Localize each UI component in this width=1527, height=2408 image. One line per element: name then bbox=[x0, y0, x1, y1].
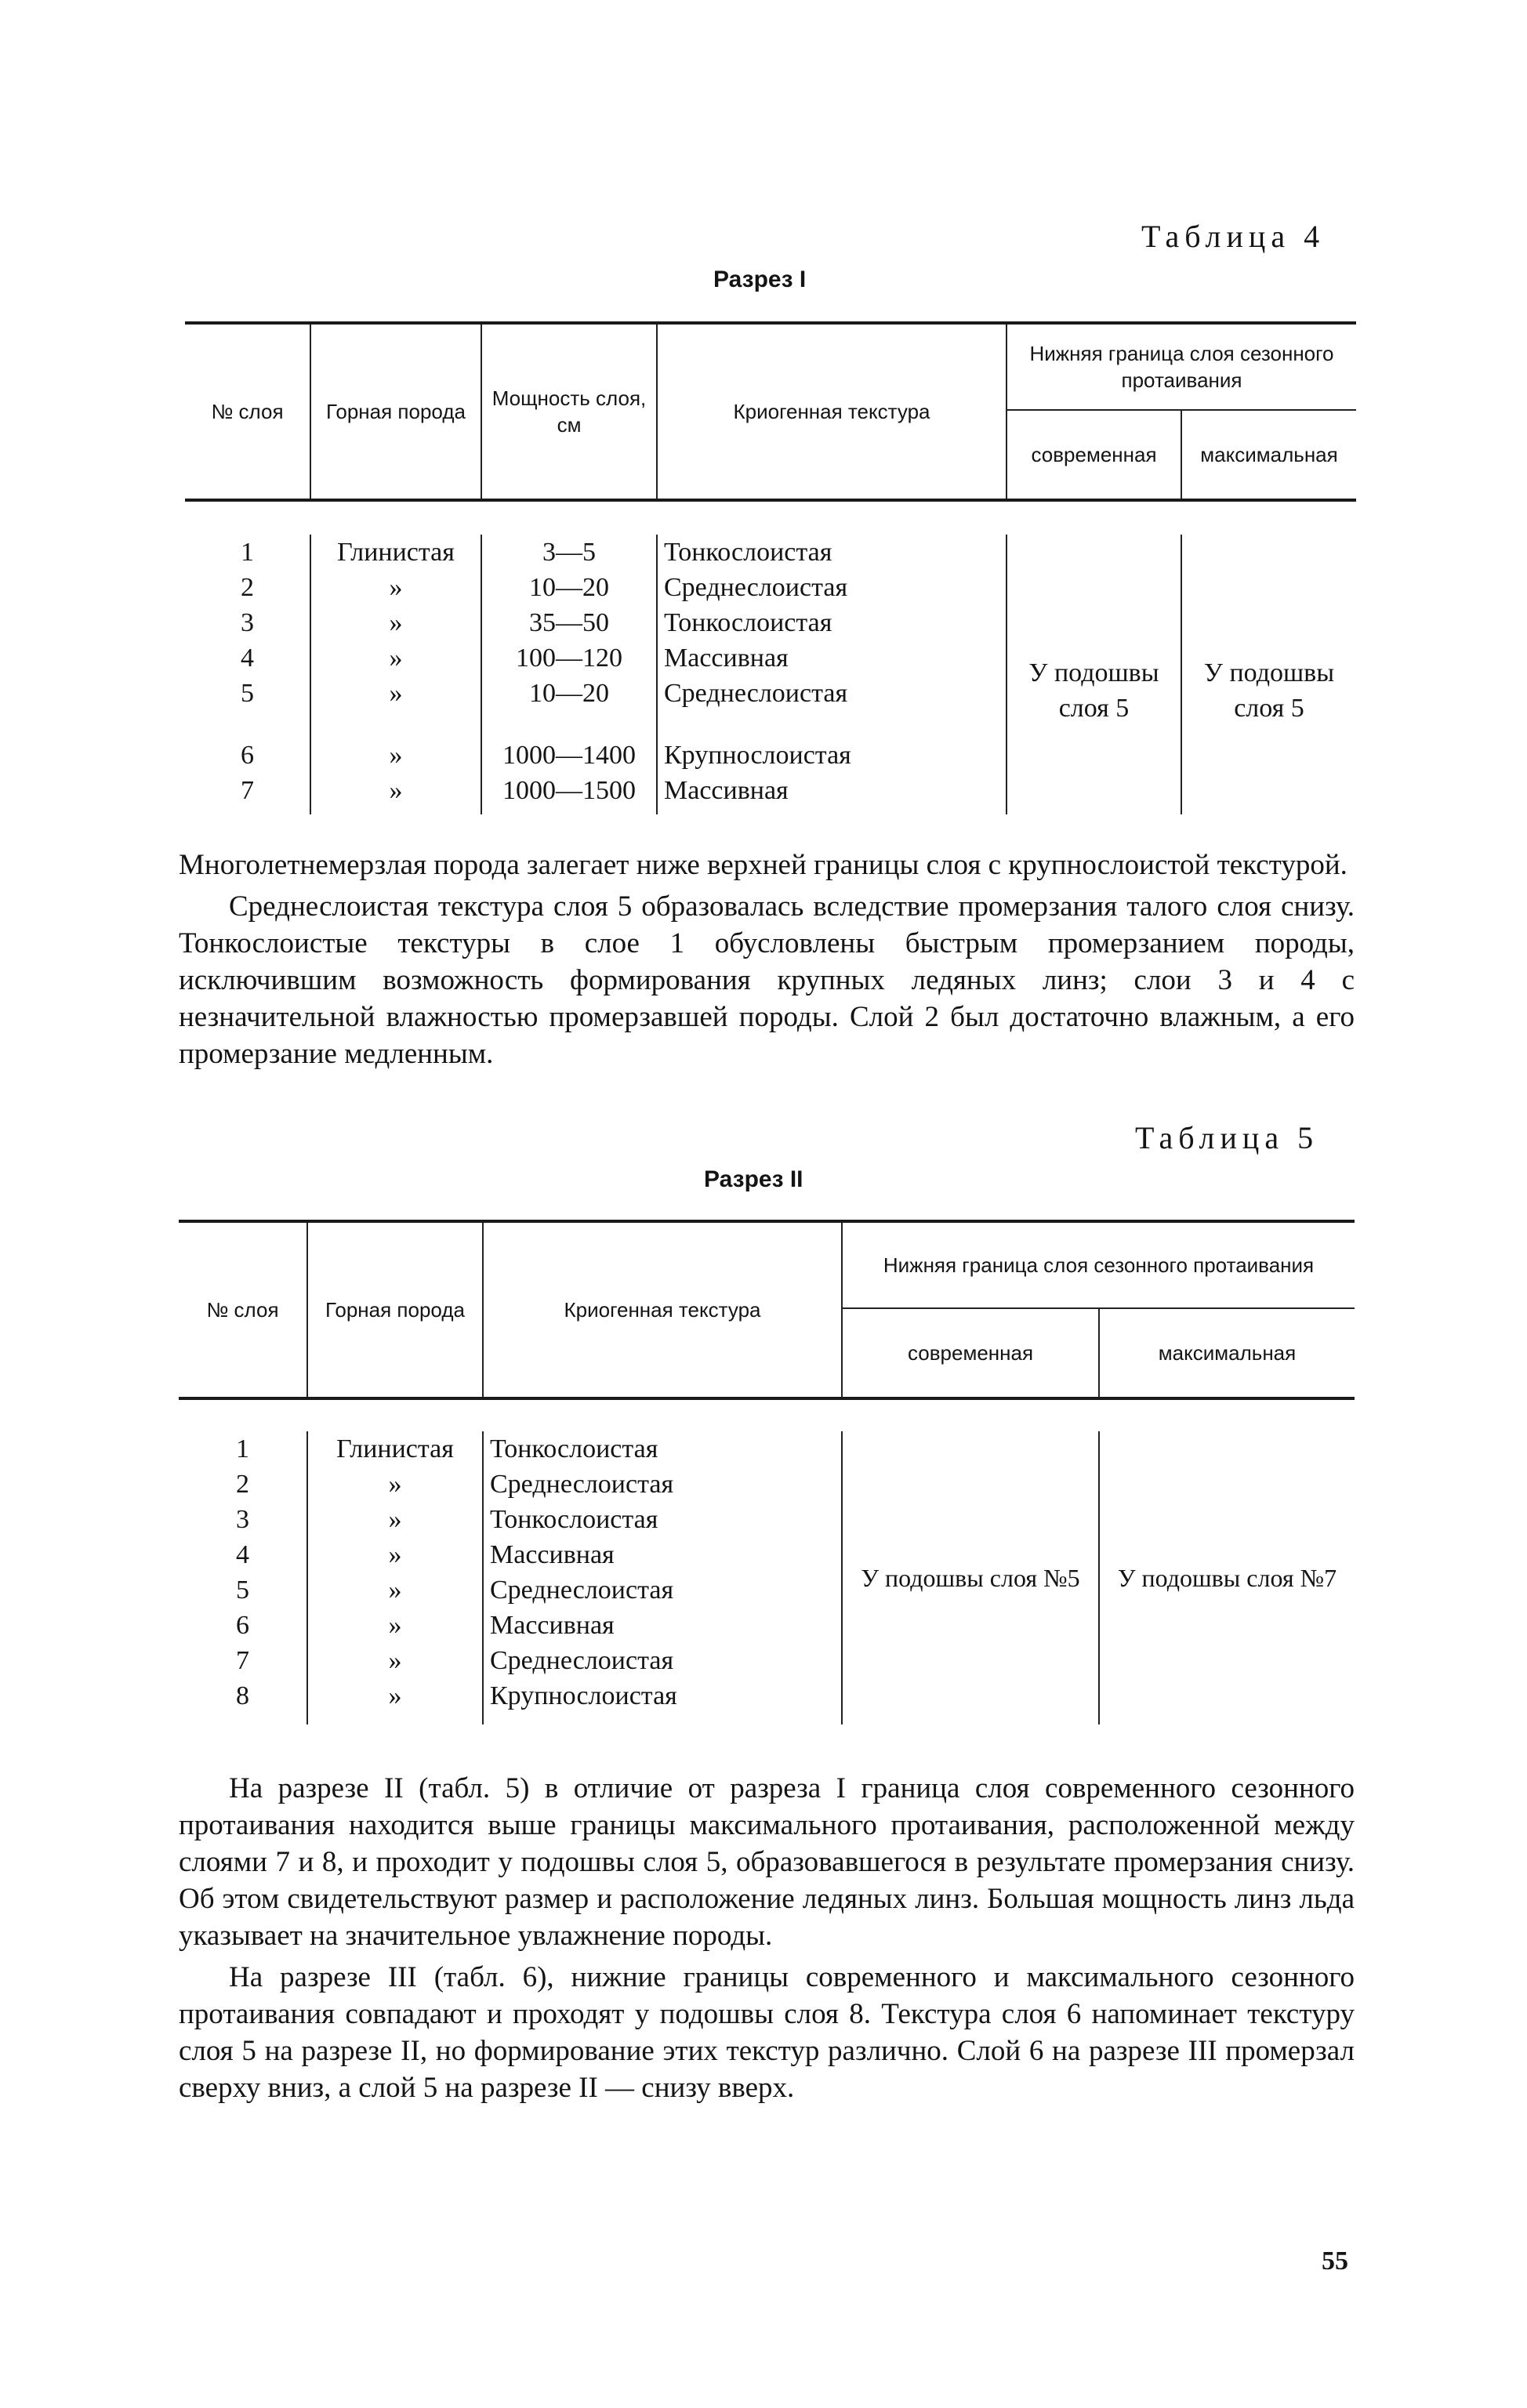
paragraph: Многолетнемерзлая порода залегает ниже верхней границы слоя с крупнослоистой текстурой. bbox=[179, 849, 1347, 881]
table-row bbox=[185, 535, 1356, 570]
cell-layer-no: 5 bbox=[241, 679, 254, 708]
cell-texture: Среднеслоистая bbox=[657, 676, 1007, 711]
cell-thickness: 3—5 bbox=[481, 535, 657, 570]
header-rock: Горная порода bbox=[310, 323, 481, 500]
cell-texture: Массивная bbox=[657, 640, 1007, 676]
cell-texture: Среднеслоистая bbox=[483, 1467, 842, 1502]
cell-rock: » bbox=[307, 1608, 483, 1643]
cell-rock: Глинистая bbox=[310, 535, 481, 570]
cell-layer-no: 7 bbox=[241, 776, 254, 805]
cell-rock: » bbox=[307, 1678, 483, 1724]
cell-layer-no: 5 bbox=[236, 1576, 249, 1605]
paragraph: Среднеслоистая текстура слоя 5 образовалась вследствие промерзания талого слоя снизу. Тонкослоистые текстуры в слое 1 обусловлены быстрым промерзанием породы, исключившим возможность формирования крупных ледяных линз; слои 3 и 4 с незначительной влажностью промерзавшей породы. Слой 2 был достаточно влажным, а его промерзание медленным. bbox=[179, 890, 1355, 1070]
cell-layer-no: 7 bbox=[236, 1646, 249, 1675]
header-texture: Криогенная текстура bbox=[483, 1221, 842, 1398]
cell-texture: Массивная bbox=[483, 1608, 842, 1643]
paragraph: На разрезе III (табл. 6), нижние границы современного и максимального сезонного протаивания совпадают и проходят у подошвы слоя 8. Текстура слоя 6 напоминает текстуру слоя 5 на разрезе II, но формирование этих текстур различно. Слой 6 на разрезе III промерзал сверху вниз, а слой 5 на разрезе II — снизу вверх. bbox=[179, 1961, 1355, 2104]
cell-layer-no: 3 bbox=[236, 1505, 249, 1534]
cell-current-boundary: У подошвы слоя №5 bbox=[842, 1431, 1099, 1724]
cell-rock: » bbox=[310, 605, 481, 640]
cell-texture: Массивная bbox=[657, 773, 1007, 814]
table-5 bbox=[179, 1220, 1355, 1724]
cell-texture: Тонкослоистая bbox=[657, 535, 1007, 570]
table-4-caption: Разрез I bbox=[713, 267, 807, 292]
cell-layer-no: 4 bbox=[236, 1540, 249, 1569]
cell-maximal-boundary: У подошвы слоя №7 bbox=[1099, 1431, 1355, 1724]
cell-rock: » bbox=[307, 1467, 483, 1502]
cell-maximal-boundary: У подошвы слоя 5 bbox=[1181, 535, 1356, 814]
cell-layer-no: 3 bbox=[241, 608, 254, 637]
cell-layer-no: 2 bbox=[236, 1470, 249, 1499]
cell-layer-no: 2 bbox=[241, 573, 254, 602]
header-layer-no: № слоя bbox=[185, 323, 310, 500]
header-current: современная bbox=[842, 1308, 1099, 1398]
cell-layer-no: 1 bbox=[236, 1434, 249, 1463]
cell-texture: Крупнослоистая bbox=[483, 1678, 842, 1724]
cell-rock: » bbox=[310, 738, 481, 773]
cell-texture: Тонкослоистая bbox=[657, 605, 1007, 640]
cell-rock: » bbox=[310, 676, 481, 711]
cell-rock: » bbox=[310, 640, 481, 676]
cell-rock: » bbox=[307, 1572, 483, 1608]
header-texture: Криогенная текстура bbox=[657, 323, 1007, 500]
cell-rock: » bbox=[307, 1502, 483, 1537]
cell-layer-no: 6 bbox=[241, 741, 254, 770]
header-maximal: максимальная bbox=[1099, 1308, 1355, 1398]
paragraph: На разрезе II (табл. 5) в отличие от разреза I граница слоя современного сезонного протаивания находится выше границы максимального протаивания, расположенной между слоями 7 и 8, и проходит у подошвы слоя 5, образовавшегося в результате промерзания снизу. Об этом свидетельствуют размер и расположение ледяных линз. Большая мощность линз льда указывает на значительное увлажнение породы. bbox=[179, 1772, 1355, 1952]
table-4-label: Таблица 4 bbox=[1141, 219, 1326, 254]
cell-rock: » bbox=[307, 1537, 483, 1572]
cell-texture: Среднеслоистая bbox=[483, 1643, 842, 1678]
table-5-label: Таблица 5 bbox=[1135, 1120, 1319, 1155]
header-current: современная bbox=[1007, 410, 1181, 500]
header-layer-no: № слоя bbox=[179, 1221, 307, 1398]
cell-thickness: 100—120 bbox=[481, 640, 657, 676]
page-number: 55 bbox=[1322, 2247, 1348, 2276]
cell-texture: Среднеслоистая bbox=[657, 570, 1007, 605]
header-thickness: Мощность слоя, см bbox=[481, 323, 657, 500]
cell-thickness: 1000—1500 bbox=[481, 773, 657, 814]
cell-layer-no: 1 bbox=[241, 538, 254, 567]
cell-texture: Среднеслоистая bbox=[483, 1572, 842, 1608]
cell-layer-no: 8 bbox=[236, 1681, 249, 1710]
table-4 bbox=[185, 321, 1356, 814]
text-block-1 bbox=[179, 847, 1355, 1072]
cell-layer-no: 4 bbox=[241, 644, 254, 673]
cell-texture: Тонкослоистая bbox=[483, 1502, 842, 1537]
cell-thickness: 10—20 bbox=[481, 570, 657, 605]
cell-texture: Тонкослоистая bbox=[483, 1431, 842, 1467]
header-rock: Горная порода bbox=[307, 1221, 483, 1398]
cell-layer-no: 6 bbox=[236, 1611, 249, 1640]
header-maximal: максимальная bbox=[1181, 410, 1356, 500]
header-boundary-group: Нижняя граница слоя сезонного протаивания bbox=[842, 1221, 1355, 1308]
cell-texture: Массивная bbox=[483, 1537, 842, 1572]
table-5-caption: Разрез II bbox=[704, 1166, 803, 1192]
cell-rock: » bbox=[310, 570, 481, 605]
table-row bbox=[179, 1431, 1355, 1467]
cell-texture: Крупнослоистая bbox=[657, 738, 1007, 773]
header-boundary-group: Нижняя граница слоя сезонного протаивания bbox=[1007, 323, 1356, 410]
cell-current-boundary: У подошвы слоя 5 bbox=[1007, 535, 1181, 814]
cell-thickness: 1000—1400 bbox=[481, 738, 657, 773]
cell-thickness: 10—20 bbox=[481, 676, 657, 711]
text-block-2 bbox=[179, 1770, 1355, 2106]
cell-rock: » bbox=[307, 1643, 483, 1678]
cell-rock: Глинистая bbox=[307, 1431, 483, 1467]
cell-rock: » bbox=[310, 773, 481, 814]
cell-thickness: 35—50 bbox=[481, 605, 657, 640]
